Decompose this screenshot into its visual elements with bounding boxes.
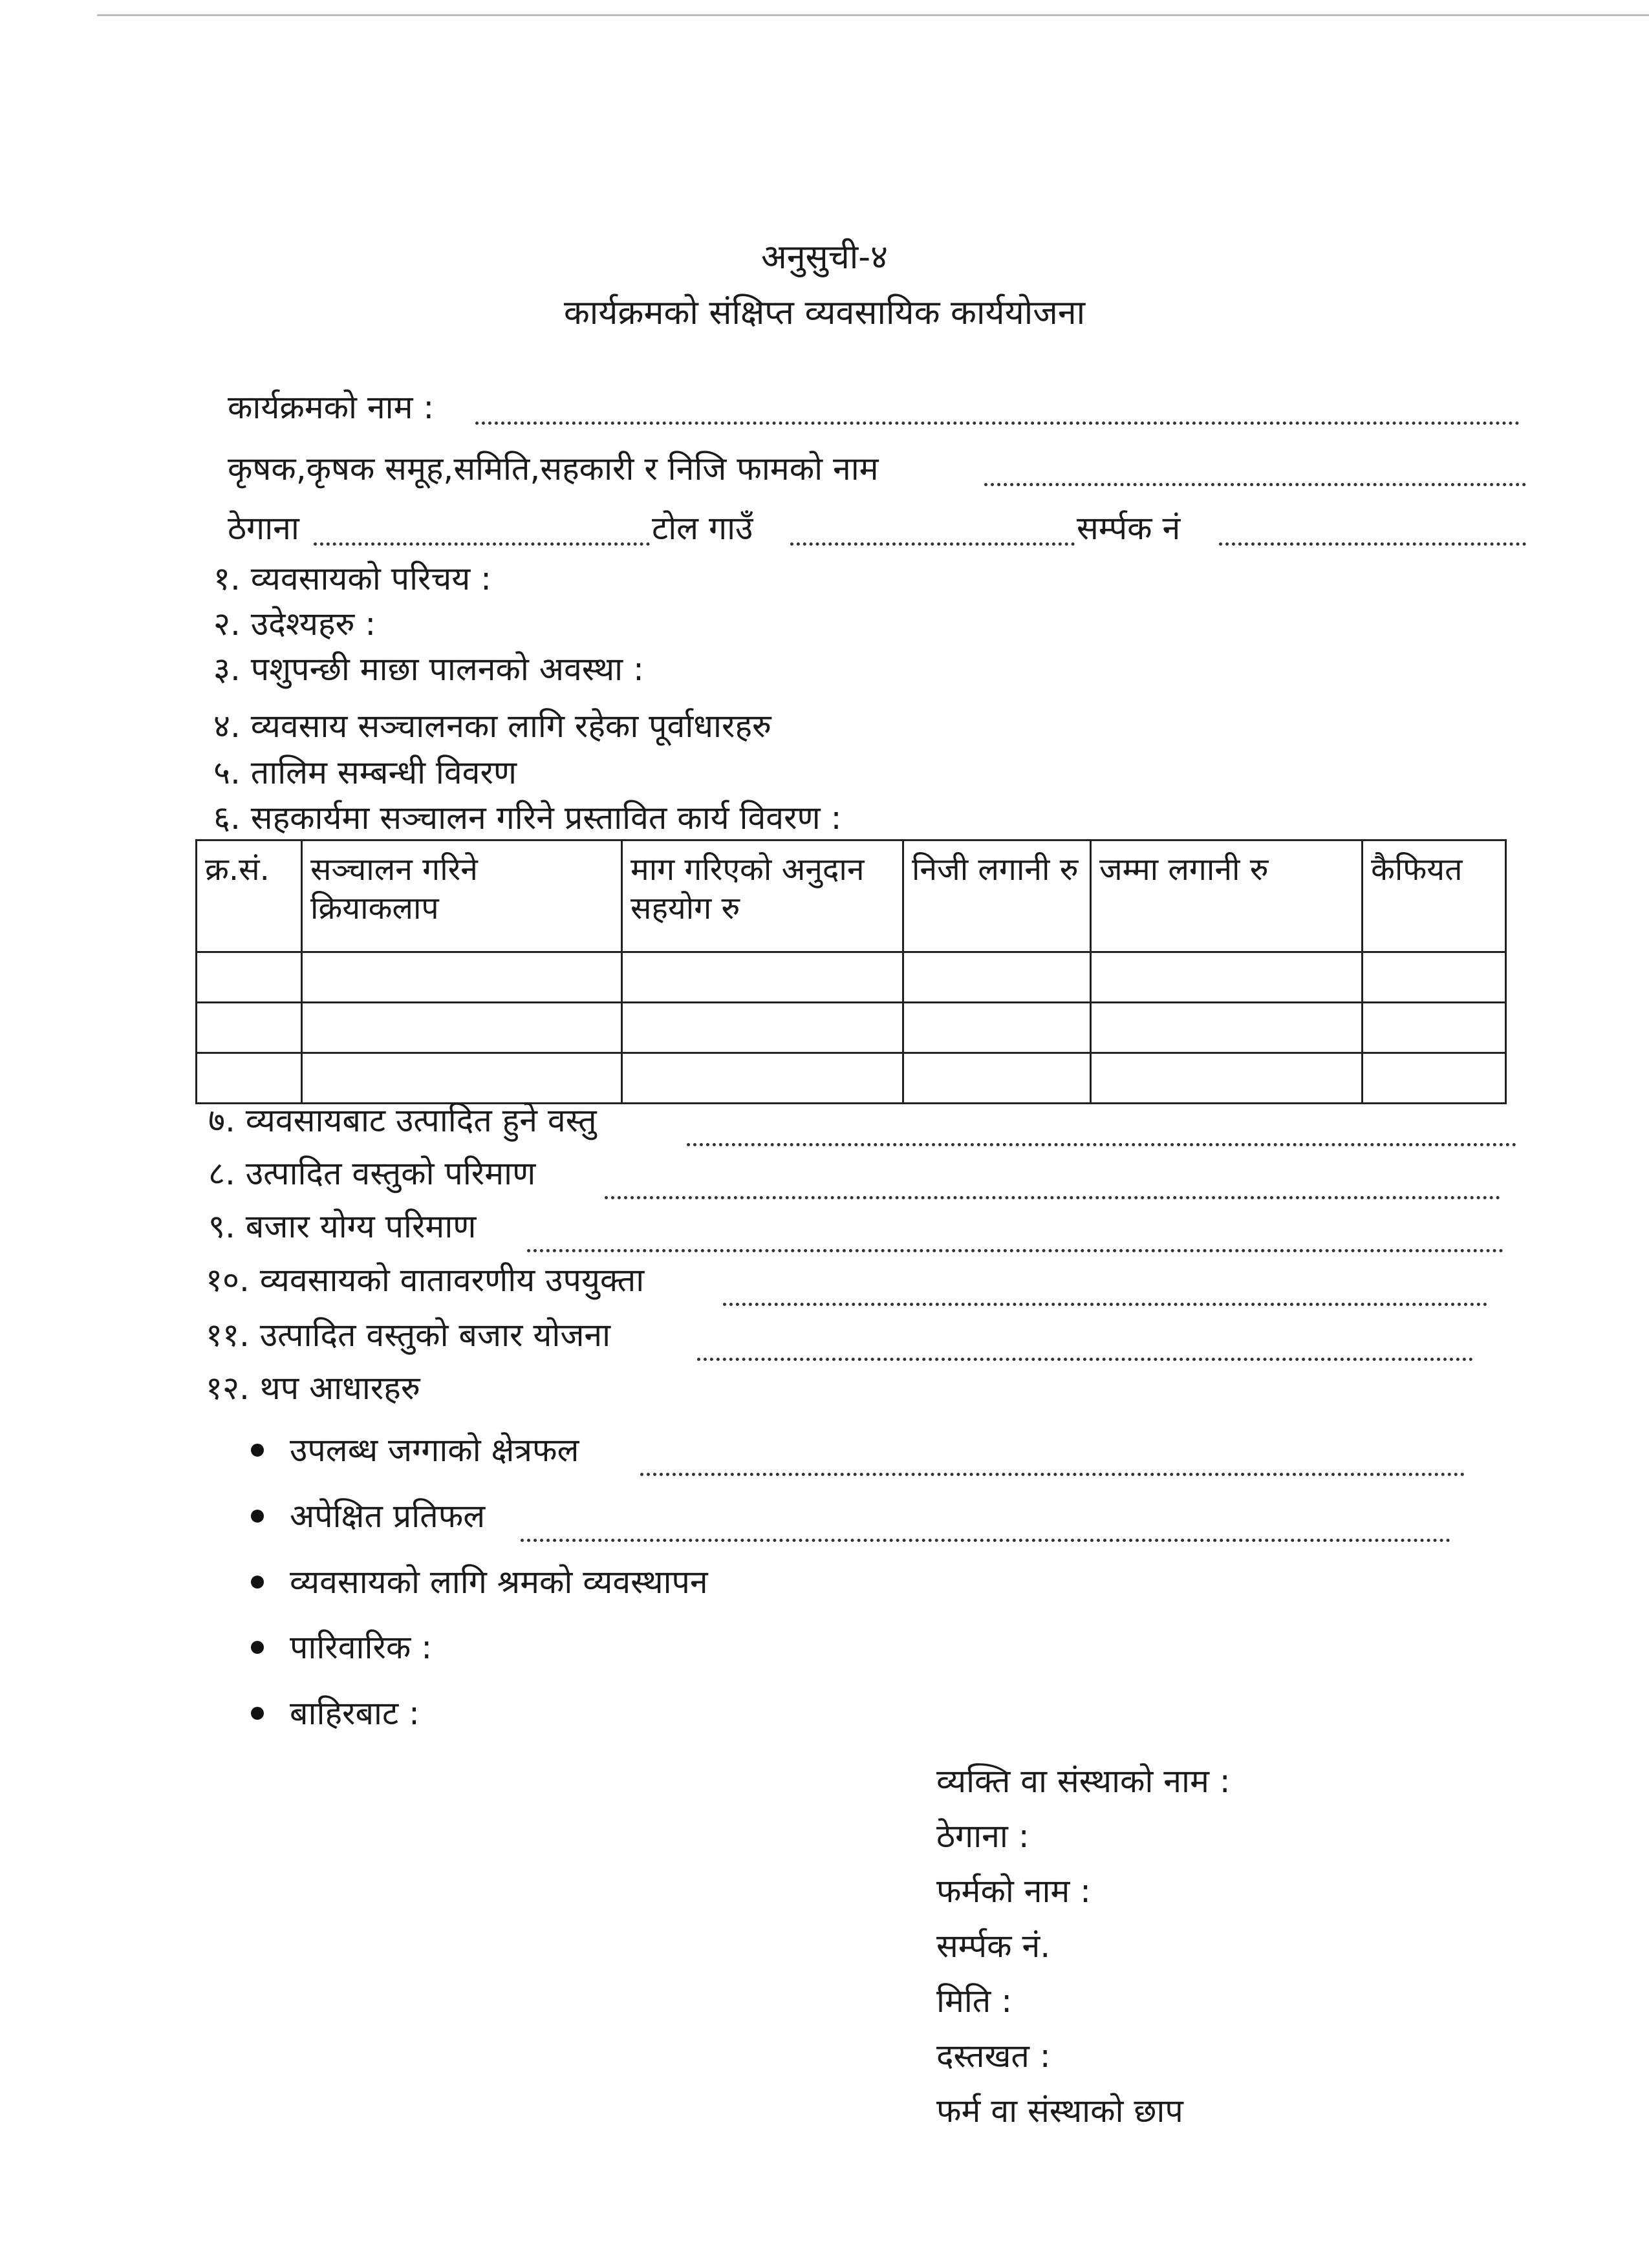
address-line[interactable] xyxy=(314,542,650,546)
contact-label: सर्म्पक नं xyxy=(1077,509,1181,547)
bullet-labor-management: व्यवसायको लागि श्रमको व्यवस्थापन xyxy=(290,1563,708,1601)
section-6: ६. सहकार्यमा सञ्चालन गरिने प्रस्तावित कार्य विवरण : xyxy=(213,799,842,837)
bullet-land-area: उपलब्ध जग्गाको क्षेत्रफल xyxy=(290,1431,579,1469)
farm-name-label: कृषक,कृषक समूह,समिति,सहकारी र निजि फामको नाम xyxy=(228,450,879,487)
section-10: १०. व्यवसायको वातावरणीय उपयुक्ता xyxy=(206,1261,645,1299)
signer-name-label: व्यक्ति वा संस्थाको नाम : xyxy=(936,1762,1231,1800)
bullet-expected-return: अपेक्षित प्रतिफल xyxy=(290,1497,486,1535)
table-cell[interactable] xyxy=(903,952,1091,1003)
table-cell[interactable] xyxy=(903,1053,1091,1104)
col-activity: सञ्चालन गरिने क्रियाकलाप xyxy=(302,840,622,952)
section-7: ७. व्यवसायबाट उत्पादित हुने वस्तु xyxy=(208,1102,597,1139)
col-remarks: कैफियत xyxy=(1363,840,1506,952)
table-header-row xyxy=(197,840,1506,952)
bullet-outside: बाहिरबाट : xyxy=(290,1695,420,1732)
table-cell[interactable] xyxy=(302,1003,622,1053)
bullet-dot xyxy=(251,1576,264,1589)
table-cell[interactable] xyxy=(1363,1053,1506,1104)
table-row xyxy=(197,952,1506,1003)
address-label: ठेगाना xyxy=(228,509,299,547)
table-cell[interactable] xyxy=(622,1003,903,1053)
table-cell[interactable] xyxy=(197,1053,302,1104)
signer-date-label: मिति : xyxy=(936,1982,1013,2020)
section-2: २. उदेश्यहरु : xyxy=(213,605,376,643)
section-11: ११. उत्पादित वस्तुको बजार योजना xyxy=(206,1316,611,1354)
section-1: १. व्यवसायको परिचय : xyxy=(213,560,491,597)
section-8-line[interactable] xyxy=(605,1196,1500,1199)
top-edge-line xyxy=(97,14,1649,16)
program-name-label: कार्यक्रमको नाम : xyxy=(228,389,435,426)
col-serial: क्र.सं. xyxy=(197,840,302,952)
section-12: १२. थप आधारहरु xyxy=(206,1369,420,1407)
signer-address-label: ठेगाना : xyxy=(936,1817,1029,1855)
table-cell[interactable] xyxy=(197,952,302,1003)
section-3: ३. पशुपन्छी माछा पालनको अवस्था : xyxy=(213,650,644,688)
section-11-line[interactable] xyxy=(697,1358,1473,1361)
table-cell[interactable] xyxy=(1091,952,1363,1003)
table-cell[interactable] xyxy=(1091,1003,1363,1053)
section-4: ४. व्यवसाय सञ्चालनका लागि रहेका पूर्वाधारहरु xyxy=(213,707,771,745)
section-9: ९. बजार योग्य परिमाण xyxy=(208,1208,477,1245)
table-cell[interactable] xyxy=(302,1053,622,1104)
section-9-line[interactable] xyxy=(527,1249,1503,1252)
table-cell[interactable] xyxy=(622,952,903,1003)
table-row xyxy=(197,1053,1506,1104)
section-10-line[interactable] xyxy=(723,1303,1487,1306)
tole-line[interactable] xyxy=(790,542,1075,546)
expected-return-line[interactable] xyxy=(521,1539,1450,1542)
signer-signature-label: दस्तखत : xyxy=(936,2037,1051,2075)
table-row xyxy=(197,1003,1506,1053)
table-cell[interactable] xyxy=(197,1003,302,1053)
col-grant: माग गरिएको अनुदान सहयोग रु xyxy=(622,840,903,952)
activity-table xyxy=(195,839,1507,1104)
signer-firm-name-label: फर्मको नाम : xyxy=(936,1872,1092,1910)
table-cell[interactable] xyxy=(622,1053,903,1104)
tole-label: टोल गाउँ xyxy=(652,509,753,547)
document-title: कार्यक्रमको संक्षिप्त व्यवसायिक कार्ययोजना xyxy=(563,294,1086,332)
col-private: निजी लगानी रु xyxy=(903,840,1091,952)
table-cell[interactable] xyxy=(1091,1053,1363,1104)
signer-contact-label: सर्म्पक नं. xyxy=(936,1927,1051,1965)
section-5: ५. तालिम सम्बन्धी विवरण xyxy=(213,754,517,791)
bullet-dot xyxy=(251,1444,264,1457)
program-name-line[interactable] xyxy=(475,422,1520,425)
table-cell[interactable] xyxy=(1363,952,1506,1003)
land-area-line[interactable] xyxy=(640,1473,1465,1476)
bullet-dot xyxy=(251,1510,264,1523)
section-8: ८. उत्पादित वस्तुको परिमाण xyxy=(208,1155,536,1192)
schedule-number: अनुसुची-४ xyxy=(760,238,889,277)
bullet-dot xyxy=(251,1641,264,1654)
firm-stamp-label: फर्म वा संस्थाको छाप xyxy=(936,2092,1183,2130)
table-cell[interactable] xyxy=(302,952,622,1003)
bullet-dot xyxy=(251,1707,264,1720)
table-cell[interactable] xyxy=(903,1003,1091,1053)
section-7-line[interactable] xyxy=(687,1143,1516,1146)
table-cell[interactable] xyxy=(1363,1003,1506,1053)
contact-line[interactable] xyxy=(1219,542,1526,546)
col-total: जम्मा लगानी रु xyxy=(1091,840,1363,952)
farm-name-line[interactable] xyxy=(984,483,1526,486)
bullet-family: पारिवारिक : xyxy=(290,1629,433,1666)
